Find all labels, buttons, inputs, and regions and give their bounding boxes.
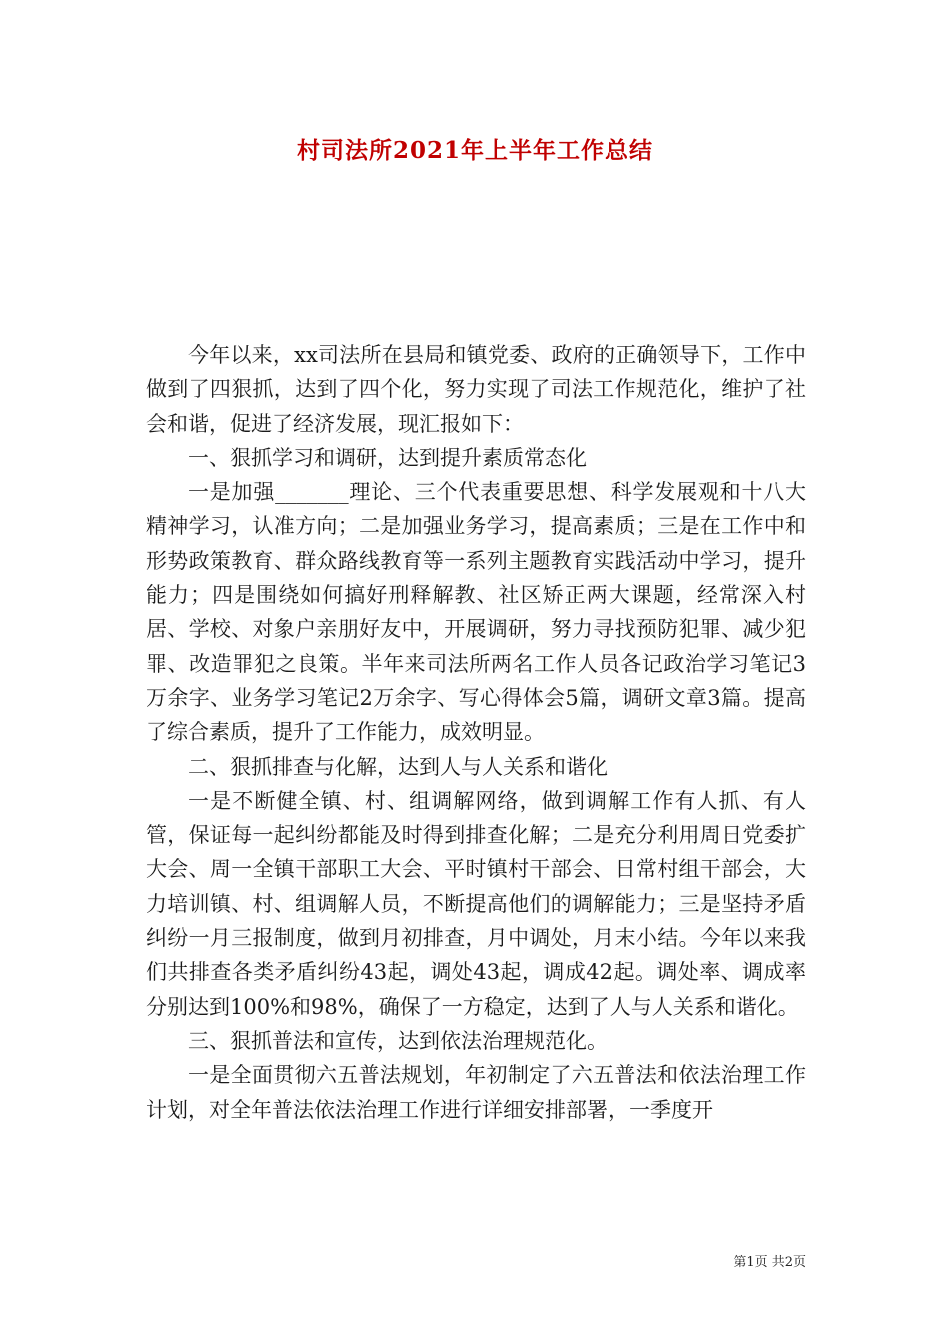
document-body: [146, 338, 806, 1127]
section-heading-3: 三、狠抓普法和宣传，达到依法治理规范化。: [188, 1028, 608, 1053]
page-indicator: 第1页 共2页: [733, 1255, 806, 1270]
document-title: 村司法所2021年上半年工作总结: [296, 137, 653, 164]
section-heading-2: 二、狠抓排查与化解，达到人与人关系和谐化: [188, 754, 608, 779]
intro-paragraph: 今年以来，xx司法所在县局和镇党委、政府的正确领导下，工作中做到了四狠抓，达到了四个化，努力实现了司法工作规范化，维护了社会和谐，促进了经济发展，现汇报如下：: [146, 343, 806, 436]
section-heading-1: 一、狠抓学习和调研，达到提升素质常态化: [188, 445, 587, 470]
section-paragraph-2: 一是不断健全镇、村、组调解网络，做到调解工作有人抓、有人管，保证每一起纠纷都能及时得到排查化解；二是充分利用周日党委扩大会、周一全镇干部职工大会、平时镇村干部会、日常村组干部会，大力培训镇、村、组调解人员，不断提高他们的调解能力；三是坚持矛盾纠纷一月三报制度，做到月初排查，月中调处，月末小结。今年以来我们共排查各类矛盾纠纷43起，调处43起，调成42起。调处率、调成率分别达到100%和98%，确保了一方稳定，达到了人与人关系和谐化。: [146, 788, 806, 1019]
section-paragraph-1: 一是加强_______理论、三个代表重要思想、科学发展观和十八大精神学习，认准方向；二是加强业务学习，提高素质；三是在工作中和形势政策教育、群众路线教育等一系列主题教育实践活动中学习，提升能力；四是围绕如何搞好刑释解教、社区矫正两大课题，经常深入村居、学校、对象户亲朋好友中，开展调研，努力寻找预防犯罪、减少犯罪、改造罪犯之良策。半年来司法所两名工作人员各记政治学习笔记3万余字、业务学习笔记2万余字、写心得体会5篇，调研文章3篇。提高了综合素质，提升了工作能力，成效明显。: [146, 480, 806, 745]
section-paragraph-3: 一是全面贯彻六五普法规划，年初制定了六五普法和依法治理工作计划，对全年普法依法治理工作进行详细安排部署，一季度开: [146, 1063, 806, 1122]
